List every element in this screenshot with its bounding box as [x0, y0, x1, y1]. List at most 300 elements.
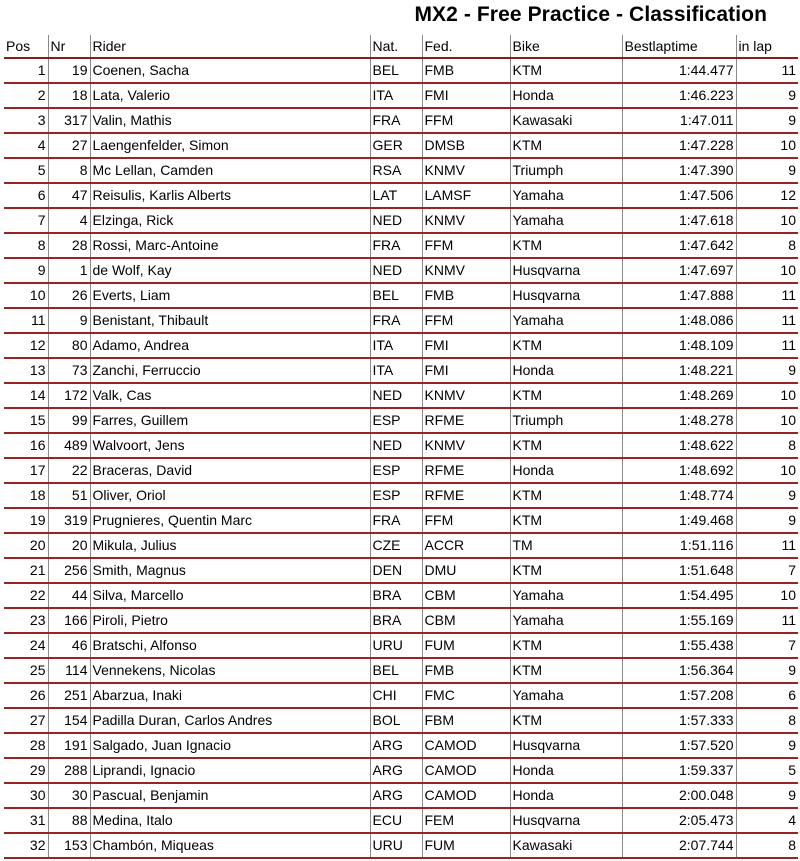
cell-fed: FMI: [422, 358, 510, 383]
cell-bike: KTM: [510, 383, 622, 408]
cell-in-lap: 9: [736, 658, 798, 683]
cell-nat: NED: [370, 383, 422, 408]
cell-bike: Triumph: [510, 158, 622, 183]
cell-bike: Kawasaki: [510, 833, 622, 858]
table-row: [4, 758, 798, 783]
cell-pos: 27: [4, 708, 48, 733]
cell-in-lap: 9: [736, 483, 798, 508]
table-row: [4, 258, 798, 283]
cell-nat: BEL: [370, 58, 422, 83]
cell-rider: Medina, Italo: [90, 808, 370, 833]
table-row: [4, 583, 798, 608]
cell-bike: KTM: [510, 708, 622, 733]
cell-pos: 31: [4, 808, 48, 833]
cell-pos: 24: [4, 633, 48, 658]
cell-nat: BEL: [370, 658, 422, 683]
cell-nr: 256: [48, 558, 90, 583]
cell-nat: ESP: [370, 483, 422, 508]
cell-fed: ACCR: [422, 533, 510, 558]
cell-in-lap: 12: [736, 183, 798, 208]
table-row: [4, 683, 798, 708]
cell-bestlaptime: 1:47.642: [622, 233, 736, 258]
cell-bestlaptime: 1:54.495: [622, 583, 736, 608]
cell-fed: FFM: [422, 108, 510, 133]
cell-bestlaptime: 1:55.169: [622, 608, 736, 633]
cell-bike: Yamaha: [510, 183, 622, 208]
cell-in-lap: 11: [736, 608, 798, 633]
cell-nr: 4: [48, 208, 90, 233]
cell-pos: 30: [4, 783, 48, 808]
cell-pos: 15: [4, 408, 48, 433]
cell-nr: 114: [48, 658, 90, 683]
cell-rider: Liprandi, Ignacio: [90, 758, 370, 783]
cell-bestlaptime: 1:47.390: [622, 158, 736, 183]
cell-in-lap: 10: [736, 458, 798, 483]
cell-nr: 8: [48, 158, 90, 183]
cell-nr: 288: [48, 758, 90, 783]
cell-pos: 2: [4, 83, 48, 108]
cell-fed: FMB: [422, 658, 510, 683]
cell-rider: Piroli, Pietro: [90, 608, 370, 633]
cell-pos: 28: [4, 733, 48, 758]
cell-bestlaptime: 1:46.223: [622, 83, 736, 108]
cell-rider: Valin, Mathis: [90, 108, 370, 133]
cell-fed: DMSB: [422, 133, 510, 158]
cell-bike: KTM: [510, 58, 622, 83]
cell-bestlaptime: 1:48.622: [622, 433, 736, 458]
cell-nat: GER: [370, 133, 422, 158]
cell-bestlaptime: 2:05.473: [622, 808, 736, 833]
cell-bestlaptime: 1:48.086: [622, 308, 736, 333]
table-row: [4, 358, 798, 383]
cell-nr: 317: [48, 108, 90, 133]
cell-pos: 8: [4, 233, 48, 258]
table-row: [4, 558, 798, 583]
cell-in-lap: 10: [736, 408, 798, 433]
cell-rider: Coenen, Sacha: [90, 58, 370, 83]
cell-in-lap: 7: [736, 633, 798, 658]
cell-fed: FMI: [422, 333, 510, 358]
cell-bestlaptime: 2:00.048: [622, 783, 736, 808]
cell-bike: KTM: [510, 433, 622, 458]
cell-nr: 99: [48, 408, 90, 433]
cell-fed: FFM: [422, 233, 510, 258]
table-row: [4, 708, 798, 733]
cell-fed: KNMV: [422, 258, 510, 283]
cell-nat: ITA: [370, 83, 422, 108]
cell-nr: 489: [48, 433, 90, 458]
cell-pos: 11: [4, 308, 48, 333]
cell-pos: 14: [4, 383, 48, 408]
table-row: [4, 783, 798, 808]
cell-bestlaptime: 2:07.744: [622, 833, 736, 858]
cell-bestlaptime: 1:47.228: [622, 133, 736, 158]
cell-bike: TM: [510, 533, 622, 558]
cell-fed: RFME: [422, 458, 510, 483]
cell-fed: KNMV: [422, 383, 510, 408]
cell-in-lap: 9: [736, 108, 798, 133]
cell-in-lap: 9: [736, 733, 798, 758]
cell-nat: URU: [370, 833, 422, 858]
table-row: [4, 158, 798, 183]
cell-fed: FBM: [422, 708, 510, 733]
header-nr: Nr: [48, 35, 90, 58]
cell-nat: ITA: [370, 333, 422, 358]
cell-in-lap: 11: [736, 283, 798, 308]
cell-bestlaptime: 1:47.618: [622, 208, 736, 233]
cell-fed: FMC: [422, 683, 510, 708]
cell-rider: Benistant, Thibault: [90, 308, 370, 333]
cell-bike: Honda: [510, 783, 622, 808]
cell-nat: NED: [370, 208, 422, 233]
cell-bestlaptime: 1:48.109: [622, 333, 736, 358]
table-row: [4, 658, 798, 683]
cell-nat: FRA: [370, 508, 422, 533]
cell-rider: Smith, Magnus: [90, 558, 370, 583]
cell-fed: CBM: [422, 608, 510, 633]
table-row: [4, 283, 798, 308]
cell-nr: 28: [48, 233, 90, 258]
cell-in-lap: 9: [736, 783, 798, 808]
cell-in-lap: 8: [736, 433, 798, 458]
cell-bike: KTM: [510, 633, 622, 658]
cell-bestlaptime: 1:47.697: [622, 258, 736, 283]
cell-nr: 88: [48, 808, 90, 833]
cell-rider: Bratschi, Alfonso: [90, 633, 370, 658]
cell-pos: 25: [4, 658, 48, 683]
cell-pos: 6: [4, 183, 48, 208]
cell-rider: Salgado, Juan Ignacio: [90, 733, 370, 758]
cell-bike: Honda: [510, 458, 622, 483]
cell-pos: 26: [4, 683, 48, 708]
cell-nr: 80: [48, 333, 90, 358]
cell-bestlaptime: 1:56.364: [622, 658, 736, 683]
cell-bestlaptime: 1:59.337: [622, 758, 736, 783]
cell-bestlaptime: 1:48.221: [622, 358, 736, 383]
cell-nat: NED: [370, 258, 422, 283]
cell-bestlaptime: 1:57.333: [622, 708, 736, 733]
cell-in-lap: 8: [736, 233, 798, 258]
table-row: [4, 108, 798, 133]
cell-in-lap: 11: [736, 533, 798, 558]
cell-bestlaptime: 1:48.774: [622, 483, 736, 508]
cell-pos: 1: [4, 58, 48, 83]
cell-nat: BEL: [370, 283, 422, 308]
table-row: [4, 483, 798, 508]
cell-fed: RFME: [422, 408, 510, 433]
cell-in-lap: 9: [736, 158, 798, 183]
cell-bestlaptime: 1:49.468: [622, 508, 736, 533]
cell-bike: Honda: [510, 758, 622, 783]
cell-nr: 172: [48, 383, 90, 408]
cell-bestlaptime: 1:55.438: [622, 633, 736, 658]
cell-fed: CBM: [422, 583, 510, 608]
cell-rider: Rossi, Marc-Antoine: [90, 233, 370, 258]
cell-rider: Padilla Duran, Carlos Andres: [90, 708, 370, 733]
cell-fed: LAMSF: [422, 183, 510, 208]
table-row: [4, 208, 798, 233]
cell-bestlaptime: 1:48.278: [622, 408, 736, 433]
cell-in-lap: 10: [736, 383, 798, 408]
cell-rider: Pascual, Benjamin: [90, 783, 370, 808]
cell-bike: Husqvarna: [510, 733, 622, 758]
cell-fed: FUM: [422, 833, 510, 858]
page-title: MX2 - Free Practice - Classification: [414, 3, 767, 26]
classification-table: [4, 35, 798, 859]
cell-nr: 153: [48, 833, 90, 858]
cell-pos: 20: [4, 533, 48, 558]
cell-in-lap: 5: [736, 758, 798, 783]
table-row: [4, 608, 798, 633]
table-row: [4, 308, 798, 333]
table-row: [4, 733, 798, 758]
cell-bestlaptime: 1:44.477: [622, 58, 736, 83]
cell-in-lap: 11: [736, 308, 798, 333]
cell-rider: Reisulis, Karlis Alberts: [90, 183, 370, 208]
cell-nat: BRA: [370, 583, 422, 608]
cell-nat: NED: [370, 433, 422, 458]
cell-in-lap: 6: [736, 683, 798, 708]
cell-nr: 27: [48, 133, 90, 158]
cell-bike: Husqvarna: [510, 808, 622, 833]
cell-pos: 32: [4, 833, 48, 858]
table-row: [4, 408, 798, 433]
table-row: [4, 83, 798, 108]
cell-pos: 5: [4, 158, 48, 183]
cell-nat: CZE: [370, 533, 422, 558]
cell-bestlaptime: 1:47.888: [622, 283, 736, 308]
cell-rider: Adamo, Andrea: [90, 333, 370, 358]
table-header-row: [4, 35, 798, 58]
cell-pos: 3: [4, 108, 48, 133]
cell-bike: Husqvarna: [510, 283, 622, 308]
cell-fed: CAMOD: [422, 758, 510, 783]
cell-in-lap: 10: [736, 258, 798, 283]
cell-pos: 29: [4, 758, 48, 783]
cell-bike: KTM: [510, 133, 622, 158]
cell-in-lap: 4: [736, 808, 798, 833]
cell-nat: BOL: [370, 708, 422, 733]
cell-pos: 9: [4, 258, 48, 283]
cell-nat: LAT: [370, 183, 422, 208]
cell-nat: ECU: [370, 808, 422, 833]
cell-rider: de Wolf, Kay: [90, 258, 370, 283]
cell-rider: Oliver, Oriol: [90, 483, 370, 508]
cell-bike: Yamaha: [510, 208, 622, 233]
cell-pos: 13: [4, 358, 48, 383]
cell-bike: Husqvarna: [510, 258, 622, 283]
cell-fed: DMU: [422, 558, 510, 583]
table-row: [4, 58, 798, 83]
cell-in-lap: 11: [736, 58, 798, 83]
cell-bike: Yamaha: [510, 608, 622, 633]
cell-in-lap: 9: [736, 83, 798, 108]
cell-nr: 191: [48, 733, 90, 758]
table-row: [4, 433, 798, 458]
cell-nr: 20: [48, 533, 90, 558]
cell-pos: 4: [4, 133, 48, 158]
cell-nat: DEN: [370, 558, 422, 583]
cell-nr: 9: [48, 308, 90, 333]
cell-bike: KTM: [510, 658, 622, 683]
cell-rider: Mikula, Julius: [90, 533, 370, 558]
cell-pos: 10: [4, 283, 48, 308]
cell-in-lap: 9: [736, 508, 798, 533]
cell-rider: Mc Lellan, Camden: [90, 158, 370, 183]
cell-rider: Farres, Guillem: [90, 408, 370, 433]
header-nat: Nat.: [370, 35, 422, 58]
cell-bike: KTM: [510, 333, 622, 358]
cell-bestlaptime: 1:57.520: [622, 733, 736, 758]
table-row: [4, 508, 798, 533]
cell-rider: Vennekens, Nicolas: [90, 658, 370, 683]
cell-in-lap: 10: [736, 133, 798, 158]
table-row: [4, 383, 798, 408]
cell-fed: RFME: [422, 483, 510, 508]
table-row: [4, 533, 798, 558]
table-row: [4, 183, 798, 208]
table-row: [4, 333, 798, 358]
cell-rider: Lata, Valerio: [90, 83, 370, 108]
cell-nat: URU: [370, 633, 422, 658]
cell-bestlaptime: 1:51.648: [622, 558, 736, 583]
cell-bestlaptime: 1:51.116: [622, 533, 736, 558]
cell-bike: KTM: [510, 233, 622, 258]
table-row: [4, 808, 798, 833]
header-in-lap: in lap: [736, 35, 798, 58]
header-bestlaptime: Bestlaptime: [622, 35, 736, 58]
cell-pos: 19: [4, 508, 48, 533]
cell-in-lap: 10: [736, 208, 798, 233]
cell-nat: ARG: [370, 733, 422, 758]
cell-pos: 23: [4, 608, 48, 633]
cell-bestlaptime: 1:48.269: [622, 383, 736, 408]
cell-bike: Yamaha: [510, 683, 622, 708]
cell-nr: 73: [48, 358, 90, 383]
cell-pos: 16: [4, 433, 48, 458]
cell-bike: KTM: [510, 508, 622, 533]
cell-nat: ITA: [370, 358, 422, 383]
cell-rider: Elzinga, Rick: [90, 208, 370, 233]
cell-fed: CAMOD: [422, 733, 510, 758]
cell-fed: KNMV: [422, 208, 510, 233]
table-row: [4, 633, 798, 658]
cell-rider: Abarzua, Inaki: [90, 683, 370, 708]
cell-bike: Honda: [510, 358, 622, 383]
cell-pos: 18: [4, 483, 48, 508]
cell-fed: FUM: [422, 633, 510, 658]
cell-fed: FMI: [422, 83, 510, 108]
cell-rider: Braceras, David: [90, 458, 370, 483]
cell-rider: Laengenfelder, Simon: [90, 133, 370, 158]
cell-nat: FRA: [370, 308, 422, 333]
table-row: [4, 133, 798, 158]
cell-in-lap: 11: [736, 333, 798, 358]
cell-nat: ARG: [370, 758, 422, 783]
cell-fed: FFM: [422, 508, 510, 533]
cell-pos: 12: [4, 333, 48, 358]
cell-fed: KNMV: [422, 433, 510, 458]
cell-fed: FMB: [422, 58, 510, 83]
cell-bestlaptime: 1:48.692: [622, 458, 736, 483]
cell-nr: 154: [48, 708, 90, 733]
cell-in-lap: 7: [736, 558, 798, 583]
cell-rider: Valk, Cas: [90, 383, 370, 408]
cell-pos: 17: [4, 458, 48, 483]
cell-nr: 51: [48, 483, 90, 508]
cell-pos: 7: [4, 208, 48, 233]
cell-bestlaptime: 1:47.011: [622, 108, 736, 133]
cell-rider: Everts, Liam: [90, 283, 370, 308]
header-fed: Fed.: [422, 35, 510, 58]
cell-in-lap: 9: [736, 358, 798, 383]
cell-nat: BRA: [370, 608, 422, 633]
cell-nr: 319: [48, 508, 90, 533]
cell-nr: 19: [48, 58, 90, 83]
cell-rider: Zanchi, Ferruccio: [90, 358, 370, 383]
cell-nat: FRA: [370, 233, 422, 258]
cell-bike: Yamaha: [510, 583, 622, 608]
cell-nat: RSA: [370, 158, 422, 183]
cell-bike: Triumph: [510, 408, 622, 433]
cell-nr: 26: [48, 283, 90, 308]
cell-nat: ESP: [370, 458, 422, 483]
header-rider: Rider: [90, 35, 370, 58]
cell-rider: Silva, Marcello: [90, 583, 370, 608]
cell-rider: Walvoort, Jens: [90, 433, 370, 458]
cell-nr: 22: [48, 458, 90, 483]
cell-in-lap: 8: [736, 708, 798, 733]
header-bike: Bike: [510, 35, 622, 58]
cell-fed: FMB: [422, 283, 510, 308]
cell-nat: FRA: [370, 108, 422, 133]
cell-nr: 46: [48, 633, 90, 658]
cell-bike: Honda: [510, 83, 622, 108]
cell-bike: Yamaha: [510, 308, 622, 333]
cell-nr: 44: [48, 583, 90, 608]
cell-nr: 251: [48, 683, 90, 708]
cell-rider: Prugnieres, Quentin Marc: [90, 508, 370, 533]
cell-rider: Chambón, Miqueas: [90, 833, 370, 858]
cell-pos: 21: [4, 558, 48, 583]
cell-bestlaptime: 1:47.506: [622, 183, 736, 208]
cell-nat: CHI: [370, 683, 422, 708]
table-row: [4, 458, 798, 483]
cell-fed: FEM: [422, 808, 510, 833]
table-row: [4, 233, 798, 258]
cell-nr: 18: [48, 83, 90, 108]
cell-bike: KTM: [510, 483, 622, 508]
results-body: [4, 58, 798, 858]
cell-nr: 166: [48, 608, 90, 633]
cell-bestlaptime: 1:57.208: [622, 683, 736, 708]
cell-bike: Kawasaki: [510, 108, 622, 133]
header-pos: Pos: [4, 35, 48, 58]
cell-nr: 47: [48, 183, 90, 208]
cell-nr: 30: [48, 783, 90, 808]
cell-in-lap: 10: [736, 583, 798, 608]
cell-nat: ESP: [370, 408, 422, 433]
table-row: [4, 833, 798, 858]
cell-nr: 1: [48, 258, 90, 283]
cell-bike: KTM: [510, 558, 622, 583]
cell-fed: CAMOD: [422, 783, 510, 808]
cell-in-lap: 8: [736, 833, 798, 858]
cell-fed: KNMV: [422, 158, 510, 183]
cell-nat: ARG: [370, 783, 422, 808]
cell-fed: FFM: [422, 308, 510, 333]
cell-pos: 22: [4, 583, 48, 608]
